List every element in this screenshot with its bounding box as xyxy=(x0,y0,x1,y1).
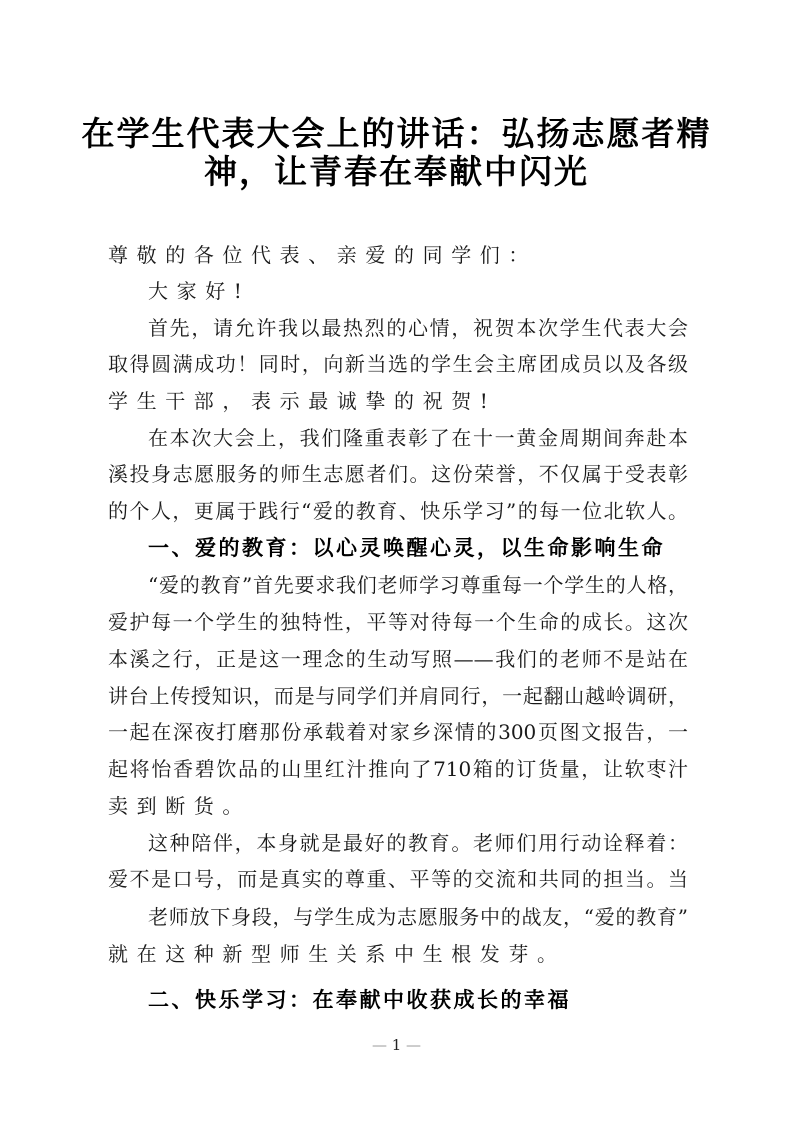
section-1-heading: 一、爱的教育：以心灵唤醒心灵，以生命影响生命 xyxy=(148,536,665,560)
section-1-paragraph-1-line-5: 一起在深夜打磨那份承载着对家乡深情的300页图文报告，一 xyxy=(108,720,688,744)
section-1-paragraph-1-line-4: 讲台上传授知识，而是与同学们并肩同行，一起翻山越岭调研， xyxy=(108,684,688,708)
paragraph-2-line-3: 的个人，更属于践行“爱的教育、快乐学习”的每一位北软人。 xyxy=(108,499,688,523)
section-1-paragraph-1-line-7: 卖到断货。 xyxy=(108,794,251,818)
salutation: 尊敬的各位代表、亲爱的同学们： xyxy=(108,243,537,267)
section-1-paragraph-1-line-3: 本溪之行，正是这一理念的生动写照——我们的老师不是站在 xyxy=(108,647,688,671)
page-number-dash-right: — xyxy=(406,1036,422,1054)
document-title-line-1: 在学生代表大会上的讲话：弘扬志愿者精 xyxy=(81,114,712,153)
paragraph-1-line-2: 取得圆满成功！同时，向新当选的学生会主席团成员以及各级 xyxy=(108,352,688,376)
section-2-heading: 二、快乐学习：在奉献中收获成长的幸福 xyxy=(148,988,571,1012)
section-1-paragraph-3-line-1: 老师放下身段，与学生成为志愿服务中的战友，“爱的教育” xyxy=(148,905,688,929)
paragraph-1-line-1: 首先，请允许我以最热烈的心情，祝贺本次学生代表大会 xyxy=(148,316,688,340)
section-1-paragraph-2-line-2: 爱不是口号，而是真实的尊重、平等的交流和共同的担当。当 xyxy=(108,867,688,891)
page-number-dash-left: — xyxy=(371,1036,387,1054)
page-number-value: 1 xyxy=(391,1036,402,1054)
section-1-paragraph-2-line-1: 这种陪伴，本身就是最好的教育。老师们用行动诠释着： xyxy=(148,831,688,855)
section-1-paragraph-1-line-1: “爱的教育”首先要求我们老师学习尊重每一个学生的人格， xyxy=(148,573,688,597)
page-number xyxy=(0,1034,793,1056)
paragraph-1-line-3: 学生干部，表示最诚挚的祝贺! xyxy=(108,389,497,413)
paragraph-2-line-2: 溪投身志愿服务的师生志愿者们。这份荣誉，不仅属于受表彰 xyxy=(108,462,688,486)
section-1-paragraph-1-line-6: 起将怡香碧饮品的山里红汁推向了710箱的订货量，让软枣汁 xyxy=(108,757,688,781)
document-title-line-2: 神，让青春在奉献中闪光 xyxy=(204,152,589,191)
section-1-paragraph-1-line-2: 爱护每一个学生的独特性，平等对待每一个生命的成长。这次 xyxy=(108,610,688,634)
greeting: 大家好! xyxy=(148,279,251,303)
paragraph-2-line-1: 在本次大会上，我们隆重表彰了在十一黄金周期间奔赴本 xyxy=(148,426,688,450)
section-1-paragraph-3-line-2: 就在这种新型师生关系中生根发芽。 xyxy=(108,942,566,966)
